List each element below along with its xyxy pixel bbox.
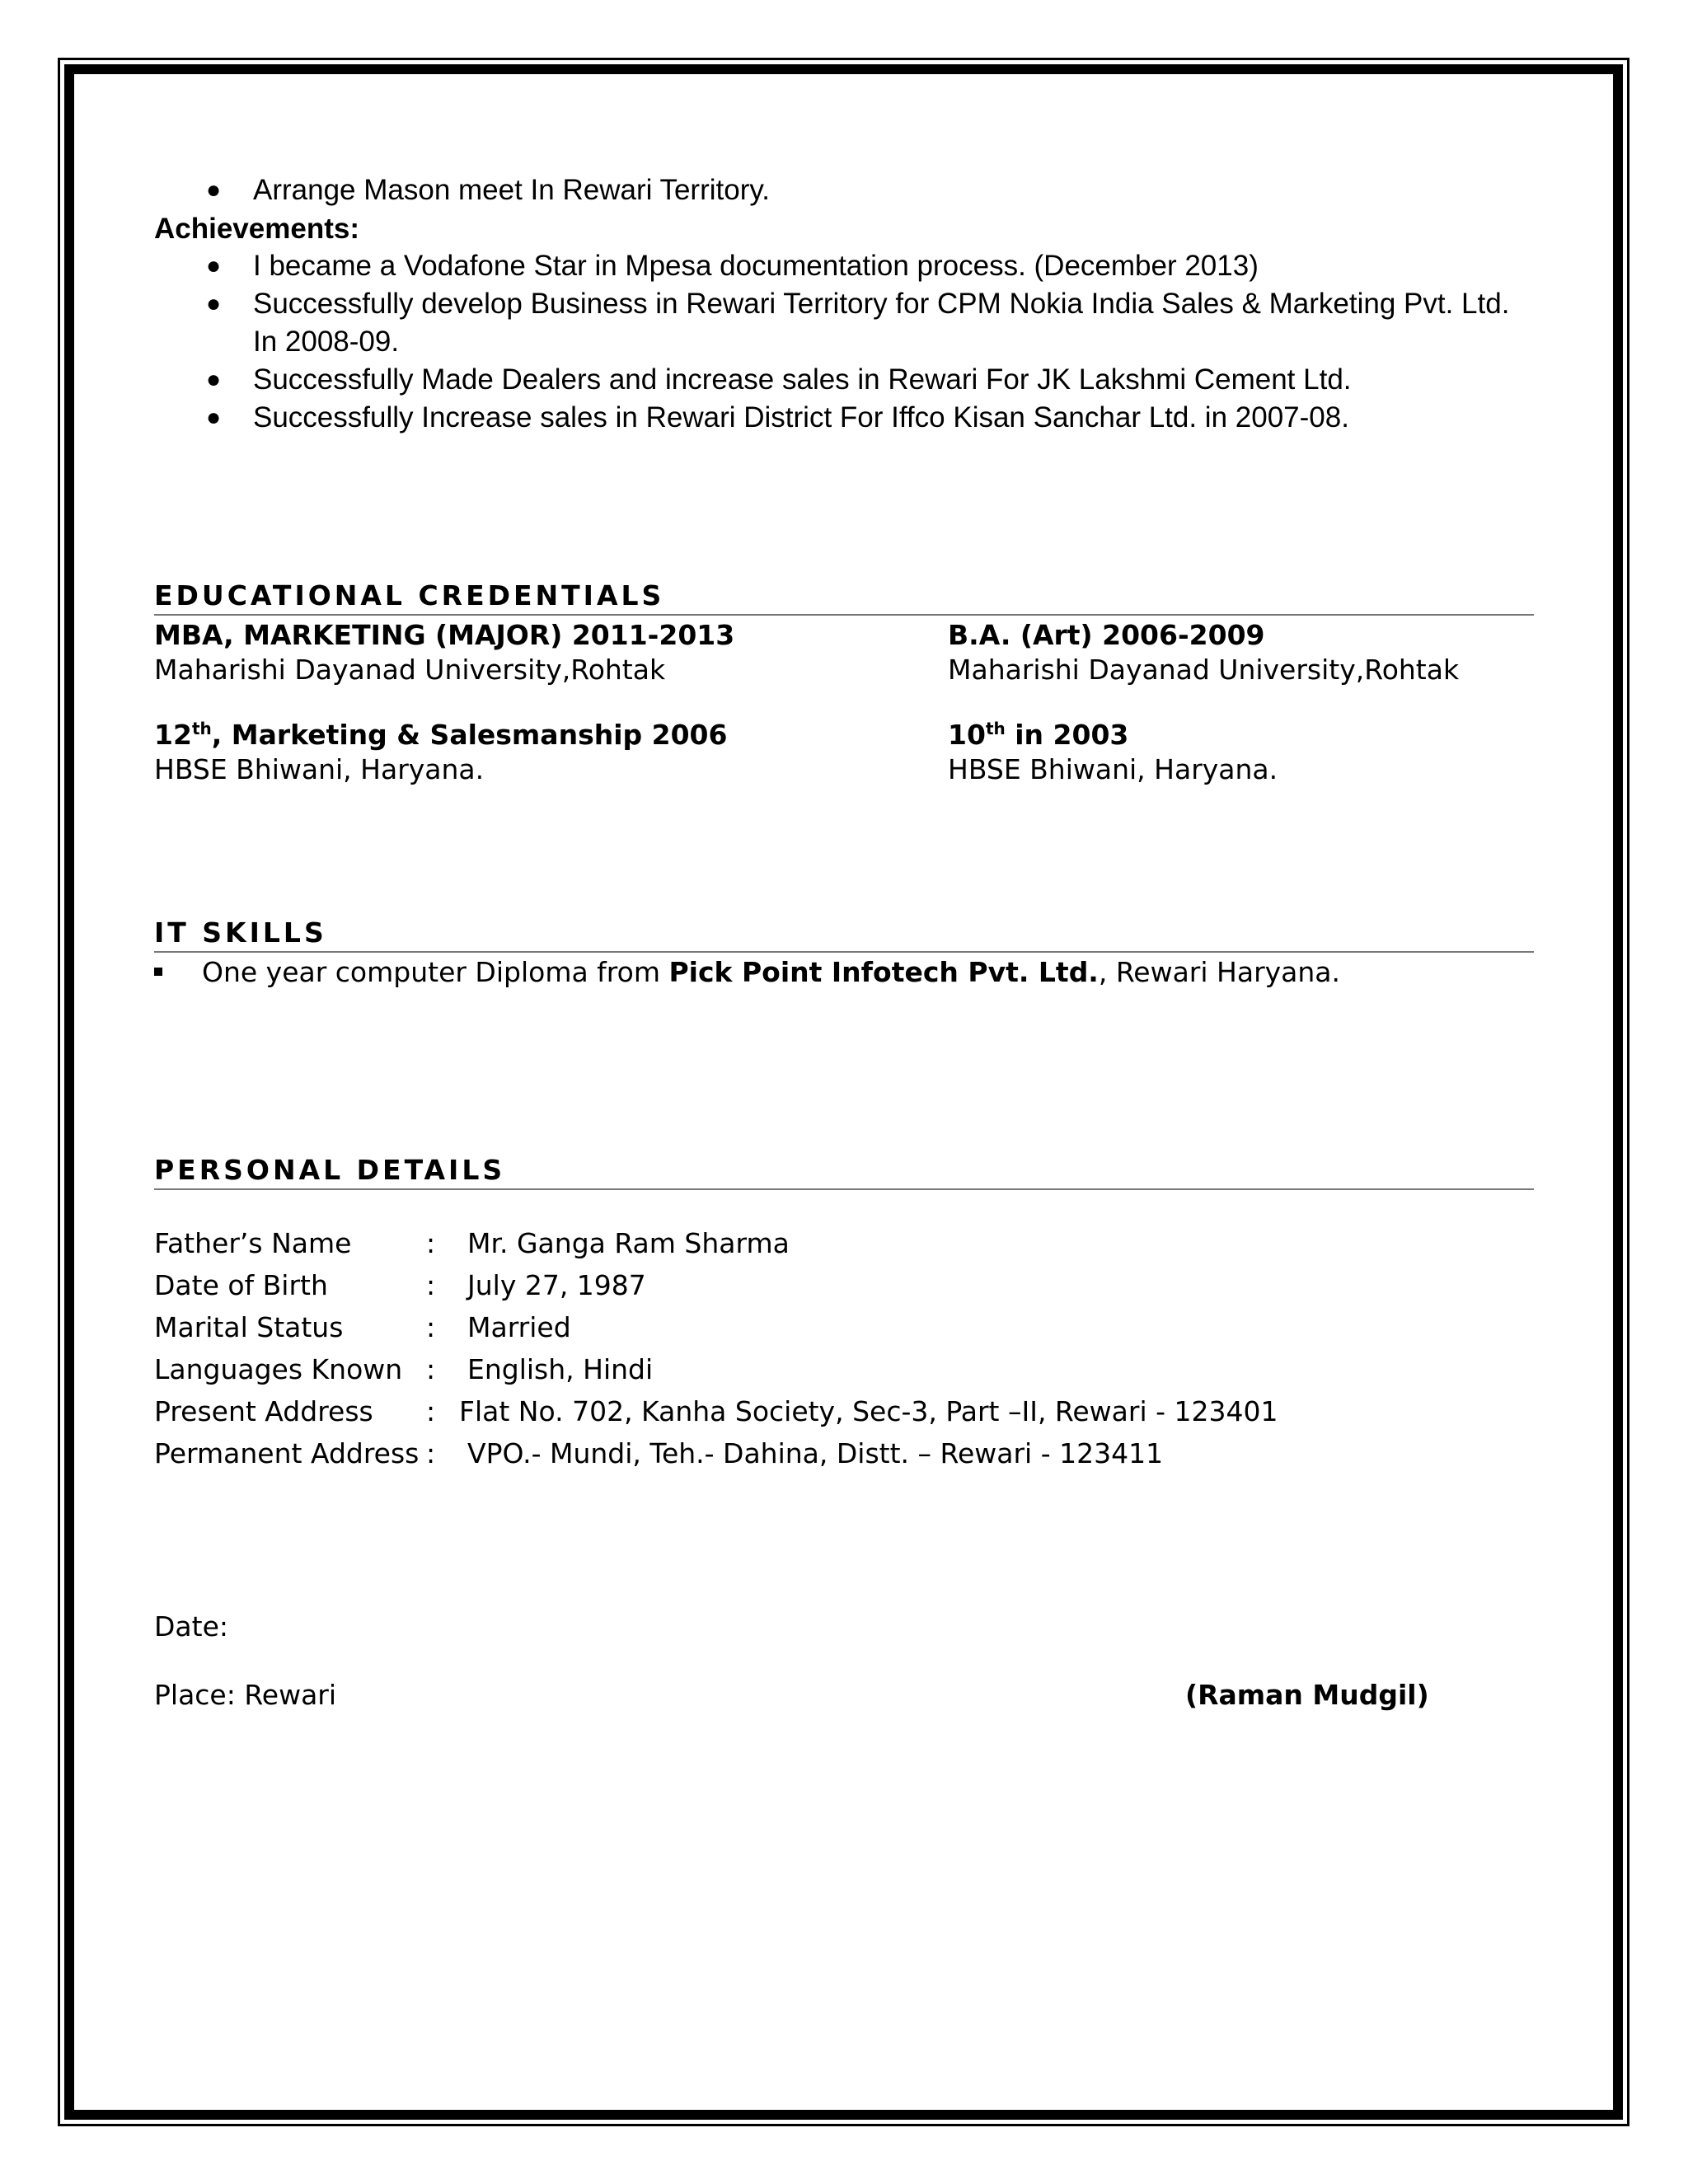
detail-colon: : bbox=[426, 1227, 436, 1259]
detail-value: VPO.- Mundi, Teh.- Dahina, Distt. – Rewari - 123411 bbox=[467, 1437, 1164, 1469]
detail-row bbox=[154, 1307, 571, 1348]
bullet-icon: ● bbox=[206, 366, 222, 393]
square-bullet-icon bbox=[154, 968, 162, 976]
degree-title: 10th in 2003 bbox=[948, 719, 1129, 751]
detail-row bbox=[154, 1433, 1163, 1474]
list-item: ● I became a Vodafone Star in Mpesa documentation process. (December 2013) bbox=[154, 247, 1539, 285]
bullet-icon: ● bbox=[206, 176, 222, 204]
list-item: ● Successfully develop Business in Rewari Territory for CPM Nokia India Sales & Marketing Pvt. Ltd. In 2008-09. bbox=[154, 285, 1539, 361]
detail-label: Marital Status bbox=[154, 1311, 344, 1343]
detail-value: Married bbox=[467, 1311, 571, 1343]
bullet-icon: ● bbox=[206, 290, 222, 317]
institution: HBSE Bhiwani, Haryana. bbox=[948, 753, 1278, 785]
detail-value: Flat No. 702, Kanha Society, Sec-3, Part –II, Rewari - 123401 bbox=[459, 1395, 1278, 1427]
detail-colon: : bbox=[426, 1353, 436, 1385]
detail-row bbox=[154, 1265, 646, 1306]
education-entry bbox=[948, 618, 1459, 687]
achievements-heading: Achievements: bbox=[154, 213, 359, 245]
degree-title: MBA, MARKETING (MAJOR) 2011-2013 bbox=[154, 619, 735, 651]
signature-name: (Raman Mudgil) bbox=[1185, 1679, 1429, 1711]
detail-value: Mr. Ganga Ram Sharma bbox=[467, 1227, 790, 1259]
institution: Maharishi Dayanad University,Rohtak bbox=[948, 654, 1460, 686]
degree-title: 12th, Marketing & Salesmanship 2006 bbox=[154, 719, 728, 751]
it-skill-item: One year computer Diploma from Pick Point Infotech Pvt. Ltd., Rewari Haryana. bbox=[154, 954, 1340, 991]
date-line: Date: bbox=[154, 1610, 228, 1643]
detail-colon: : bbox=[426, 1311, 436, 1343]
list-item: ● Successfully Increase sales in Rewari District For Iffco Kisan Sanchar Ltd. in 2007-08. bbox=[154, 399, 1539, 437]
institution: HBSE Bhiwani, Haryana. bbox=[154, 753, 485, 785]
detail-label: Date of Birth bbox=[154, 1269, 328, 1301]
detail-row bbox=[154, 1391, 1278, 1432]
education-heading: EDUCATIONAL CREDENTIALS bbox=[154, 578, 1534, 616]
education-entry bbox=[948, 718, 1278, 787]
list-item: ● Successfully Made Dealers and increase sales in Rewari For JK Lakshmi Cement Ltd. bbox=[154, 361, 1539, 399]
detail-value: July 27, 1987 bbox=[467, 1269, 646, 1301]
degree-title: B.A. (Art) 2006-2009 bbox=[948, 619, 1265, 651]
detail-colon: : bbox=[426, 1395, 436, 1427]
achievements-list bbox=[154, 247, 1539, 437]
detail-colon: : bbox=[426, 1437, 436, 1469]
detail-row bbox=[154, 1223, 790, 1264]
detail-row bbox=[154, 1349, 653, 1390]
bullet-icon: ● bbox=[206, 252, 222, 279]
place-line: Place: Rewari bbox=[154, 1679, 337, 1711]
detail-value: English, Hindi bbox=[467, 1353, 654, 1385]
detail-label: Languages Known bbox=[154, 1353, 403, 1385]
it-skills-heading: IT SKILLS bbox=[154, 915, 1534, 953]
experience-bullet-list bbox=[154, 171, 770, 209]
detail-colon: : bbox=[426, 1269, 436, 1301]
education-entry bbox=[154, 618, 734, 687]
detail-label: Father’s Name bbox=[154, 1227, 352, 1259]
list-item: ● Arrange Mason meet In Rewari Territory. bbox=[154, 171, 770, 209]
education-entry bbox=[154, 718, 727, 787]
institution: Maharishi Dayanad University,Rohtak bbox=[154, 654, 666, 686]
detail-label: Permanent Address bbox=[154, 1437, 420, 1469]
detail-label: Present Address bbox=[154, 1395, 373, 1427]
bullet-icon: ● bbox=[206, 404, 222, 431]
personal-details-heading: PERSONAL DETAILS bbox=[154, 1152, 1534, 1190]
